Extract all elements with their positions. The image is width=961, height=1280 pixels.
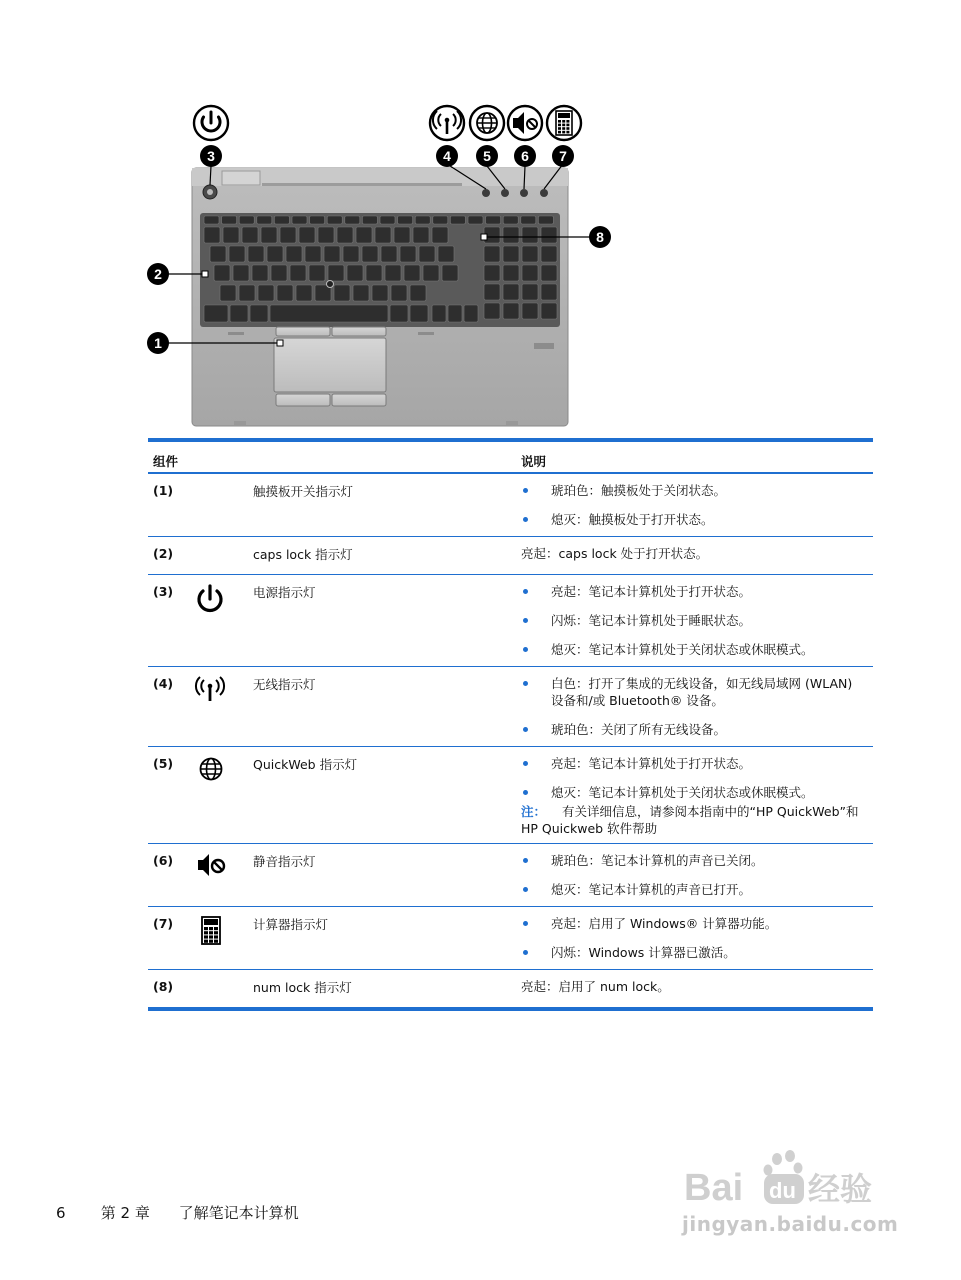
row-number: (3) [153, 584, 174, 599]
keyboard-key[interactable] [522, 246, 538, 262]
callout-7 [552, 145, 574, 167]
keyboard-key[interactable] [394, 227, 410, 243]
description-list [521, 755, 867, 801]
keyboard-key[interactable] [223, 227, 239, 243]
keyboard-key[interactable] [522, 284, 538, 300]
page-number: 6 [56, 1204, 66, 1222]
keyboard-key[interactable] [522, 303, 538, 319]
keyboard-key[interactable] [210, 246, 226, 262]
description-text: 亮起：caps lock 处于打开状态。 [521, 546, 709, 561]
keyboard-key[interactable] [296, 285, 312, 301]
keyboard-key[interactable] [375, 227, 391, 243]
svg-text:8: 8 [596, 229, 604, 245]
keyboard-key[interactable] [204, 216, 219, 224]
component-name: 静音指示灯 [253, 854, 316, 869]
description-bullet: 亮起：启用了 Windows® 计算器功能。 [521, 915, 867, 932]
keyboard-key[interactable] [230, 305, 248, 322]
keyboard-key[interactable] [484, 284, 500, 300]
wireless-button[interactable] [482, 189, 490, 197]
table-header-row [148, 440, 873, 473]
callout-3 [200, 145, 222, 167]
keyboard-key[interactable] [484, 246, 500, 262]
description-text: 亮起：启用了 num lock。 [521, 979, 670, 994]
keyboard-keys[interactable] [204, 216, 557, 322]
laptop-figure [140, 98, 620, 430]
svg-text:7: 7 [559, 148, 567, 164]
callout-4 [436, 145, 458, 167]
keyboard-key[interactable] [347, 265, 363, 281]
keyboard-key[interactable] [391, 285, 407, 301]
keyboard-key[interactable] [522, 265, 538, 281]
keyboard-key[interactable] [503, 303, 519, 319]
description-bullet: 闪烁：Windows 计算器已激活。 [521, 944, 867, 961]
keyboard-key[interactable] [541, 284, 557, 300]
svg-text:6: 6 [521, 148, 529, 164]
wireless-icon [430, 106, 464, 140]
quickweb-icon [193, 754, 253, 784]
quickweb-icon [470, 106, 504, 140]
row-number: (5) [153, 756, 174, 771]
description-bullet: 琥珀色：触摸板处于关闭状态。 [521, 482, 867, 499]
keyboard-key[interactable] [356, 227, 372, 243]
pointing-stick[interactable] [327, 281, 334, 288]
keyboard-key[interactable] [239, 216, 254, 224]
keyboard-key[interactable] [345, 216, 360, 224]
svg-text:4: 4 [443, 148, 451, 164]
keyboard-key[interactable] [419, 246, 435, 262]
row-number: (2) [153, 546, 174, 561]
keyboard-key[interactable] [538, 216, 553, 224]
row-icon-cell [193, 575, 253, 667]
keyboard-key[interactable] [381, 246, 397, 262]
baidu-watermark-logo [684, 1148, 904, 1208]
keyboard-key[interactable] [353, 285, 369, 301]
wireless-icon [193, 674, 253, 704]
keyboard-key[interactable] [541, 265, 557, 281]
keyboard-key[interactable] [267, 246, 283, 262]
description-bullet: 熄灭：触摸板处于打开状态。 [521, 511, 867, 528]
table-row [148, 537, 873, 575]
calculator-icon [547, 106, 581, 140]
table-row [148, 970, 873, 1010]
component-description [521, 473, 873, 537]
row-number: (7) [153, 916, 174, 931]
keyboard-key[interactable] [261, 227, 277, 243]
keyboard-key[interactable] [239, 285, 255, 301]
component-description [521, 970, 873, 1010]
keyboard-key[interactable] [258, 285, 274, 301]
keyboard-key[interactable] [438, 246, 454, 262]
keyboard-key[interactable] [362, 246, 378, 262]
component-table [148, 438, 873, 1011]
keyboard-key[interactable] [390, 305, 408, 322]
callout-5 [476, 145, 498, 167]
keyboard-key[interactable] [334, 285, 350, 301]
keyboard-key[interactable] [305, 246, 321, 262]
component-name: 电源指示灯 [253, 585, 316, 600]
keyboard-key[interactable] [277, 285, 293, 301]
description-bullet: 白色：打开了集成的无线设备，如无线局域网 (WLAN) 设备和/或 Bluetooth® 设备。 [521, 675, 867, 709]
keyboard-key[interactable] [486, 216, 501, 224]
keyboard-key[interactable] [233, 265, 249, 281]
keyboard-key[interactable] [362, 216, 377, 224]
keyboard-key[interactable] [204, 227, 220, 243]
description-list [521, 482, 867, 528]
touchpad-indicator [277, 340, 283, 346]
power-icon [193, 582, 253, 616]
keyboard-key[interactable] [318, 227, 334, 243]
quickweb-button[interactable] [501, 189, 509, 197]
keyboard-key[interactable] [299, 227, 315, 243]
watermark-cn: 经验 [808, 1170, 873, 1208]
svg-text:3: 3 [207, 148, 215, 164]
row-number: (6) [153, 853, 174, 868]
keyboard-key[interactable] [433, 216, 448, 224]
note [521, 803, 867, 837]
component-description [521, 575, 873, 667]
keyboard-key[interactable] [442, 265, 458, 281]
keyboard-key[interactable] [410, 285, 426, 301]
num-lock-indicator [481, 234, 487, 240]
component-description [521, 747, 873, 844]
table-row [148, 575, 873, 667]
note-label: 注： [521, 804, 547, 819]
keyboard-key[interactable] [257, 216, 272, 224]
component-name: 触摸板开关指示灯 [253, 484, 354, 499]
keyboard-key[interactable] [404, 265, 420, 281]
keyboard-key[interactable] [484, 303, 500, 319]
keyboard-key[interactable] [229, 246, 245, 262]
calculator-icon [193, 914, 253, 948]
callout-8 [589, 226, 611, 248]
component-description [521, 844, 873, 907]
touchpad-right-button[interactable] [332, 394, 386, 406]
header-description: 说明 [521, 440, 873, 473]
header-component: 组件 [148, 440, 521, 473]
table-row [148, 844, 873, 907]
callout-2 [147, 263, 169, 285]
row-icon-cell [193, 844, 253, 907]
row-number: (1) [153, 483, 174, 498]
keyboard-key[interactable] [327, 216, 342, 224]
description-bullet: 闪烁：笔记本计算机处于睡眠状态。 [521, 612, 867, 629]
keyboard-key[interactable] [292, 216, 307, 224]
callout-6 [514, 145, 536, 167]
row-number: (4) [153, 676, 174, 691]
keyboard-key[interactable] [222, 216, 237, 224]
keyboard-key[interactable] [522, 227, 538, 243]
component-name: QuickWeb 指示灯 [253, 757, 358, 772]
keyboard-key[interactable] [503, 284, 519, 300]
row-icon-cell [193, 667, 253, 747]
keyboard-key[interactable] [270, 305, 388, 322]
keyboard-key[interactable] [274, 216, 289, 224]
keyboard-key[interactable] [541, 303, 557, 319]
description-bullet: 亮起：笔记本计算机处于打开状态。 [521, 583, 867, 600]
component-name: num lock 指示灯 [253, 980, 352, 995]
keyboard-key[interactable] [309, 265, 325, 281]
table-row [148, 747, 873, 844]
description-bullet: 琥珀色：笔记本计算机的声音已关闭。 [521, 852, 867, 869]
keyboard-key[interactable] [541, 227, 557, 243]
chapter-label: 第 2 章 [100, 1204, 150, 1222]
keyboard-key[interactable] [423, 265, 439, 281]
keyboard-key[interactable] [324, 246, 340, 262]
keyboard-key[interactable] [214, 265, 230, 281]
keyboard-key[interactable] [271, 265, 287, 281]
keyboard-key[interactable] [290, 265, 306, 281]
table-row [148, 907, 873, 970]
keyboard-key[interactable] [400, 246, 416, 262]
keyboard-key[interactable] [432, 305, 446, 322]
calculator-button[interactable] [540, 189, 548, 197]
component-name: caps lock 指示灯 [253, 547, 353, 562]
keyboard-key[interactable] [328, 265, 344, 281]
keyboard-key[interactable] [385, 265, 401, 281]
keyboard-key[interactable] [366, 265, 382, 281]
keyboard-key[interactable] [398, 216, 413, 224]
watermark-url: jingyan.baidu.com [682, 1212, 899, 1236]
touchpad-left-button[interactable] [276, 394, 330, 406]
mute-icon [193, 851, 253, 879]
keyboard-key[interactable] [204, 305, 228, 322]
keyboard-key[interactable] [242, 227, 258, 243]
description-list [521, 583, 867, 658]
keyboard-key[interactable] [286, 246, 302, 262]
keyboard-key[interactable] [310, 216, 325, 224]
row-icon-cell [193, 747, 253, 844]
keyboard-key[interactable] [343, 246, 359, 262]
keyboard-key[interactable] [248, 246, 264, 262]
description-bullet: 熄灭：笔记本计算机处于关闭状态或休眠模式。 [521, 641, 867, 658]
mute-button[interactable] [520, 189, 528, 197]
table-row [148, 667, 873, 747]
description-bullet: 亮起：笔记本计算机处于打开状态。 [521, 755, 867, 772]
caps-lock-indicator [202, 271, 208, 277]
svg-text:1: 1 [154, 335, 162, 351]
keyboard-key[interactable] [432, 227, 448, 243]
component-description [521, 537, 873, 575]
keyboard-key[interactable] [464, 305, 478, 322]
description-list [521, 675, 867, 738]
row-icon-cell [193, 970, 253, 1010]
row-icon-cell [193, 473, 253, 537]
note-text: 有关详细信息，请参阅本指南中的“HP QuickWeb”和 HP Quickweb 软件帮助 [521, 804, 859, 836]
keyboard-key[interactable] [372, 285, 388, 301]
keyboard-key[interactable] [410, 305, 428, 322]
keyboard-key[interactable] [252, 265, 268, 281]
page-footer [56, 1202, 299, 1223]
table-row [148, 473, 873, 537]
component-name: 计算器指示灯 [253, 917, 329, 932]
callout-1 [147, 332, 169, 354]
keyboard-key[interactable] [415, 216, 430, 224]
keyboard-key[interactable] [380, 216, 395, 224]
mute-icon [508, 106, 542, 140]
fingerprint-reader [534, 343, 554, 349]
keyboard-key[interactable] [468, 216, 483, 224]
watermark-brand: Bai [684, 1167, 744, 1208]
keyboard-key[interactable] [541, 246, 557, 262]
row-number: (8) [153, 979, 174, 994]
keyboard-key[interactable] [220, 285, 236, 301]
component-name: 无线指示灯 [253, 677, 316, 692]
watermark-brand-du: du [769, 1178, 796, 1203]
touchpad[interactable] [274, 338, 386, 392]
keyboard-key[interactable] [503, 265, 519, 281]
chapter-title: 了解笔记本计算机 [178, 1204, 299, 1222]
keyboard-key[interactable] [503, 246, 519, 262]
keyboard-key[interactable] [503, 216, 518, 224]
description-list [521, 915, 867, 961]
touchpad-right-button-top[interactable] [332, 327, 386, 336]
description-bullet: 琥珀色：关闭了所有无线设备。 [521, 721, 867, 738]
svg-text:5: 5 [483, 148, 491, 164]
description-bullet: 熄灭：笔记本计算机处于关闭状态或休眠模式。 [521, 784, 867, 801]
row-icon-cell [193, 907, 253, 970]
svg-text:2: 2 [154, 266, 162, 282]
component-description [521, 667, 873, 747]
description-bullet: 熄灭：笔记本计算机的声音已打开。 [521, 881, 867, 898]
keyboard-key[interactable] [337, 227, 353, 243]
description-list [521, 852, 867, 898]
power-icon [194, 106, 228, 140]
keyboard-key[interactable] [450, 216, 465, 224]
keyboard-key[interactable] [448, 305, 462, 322]
row-icon-cell [193, 537, 253, 575]
keyboard-key[interactable] [250, 305, 268, 322]
touchpad-left-button-top[interactable] [276, 327, 330, 336]
keyboard-key[interactable] [484, 265, 500, 281]
component-description [521, 907, 873, 970]
keyboard-key[interactable] [521, 216, 536, 224]
keyboard-key[interactable] [503, 227, 519, 243]
keyboard-key[interactable] [280, 227, 296, 243]
keyboard-key[interactable] [413, 227, 429, 243]
